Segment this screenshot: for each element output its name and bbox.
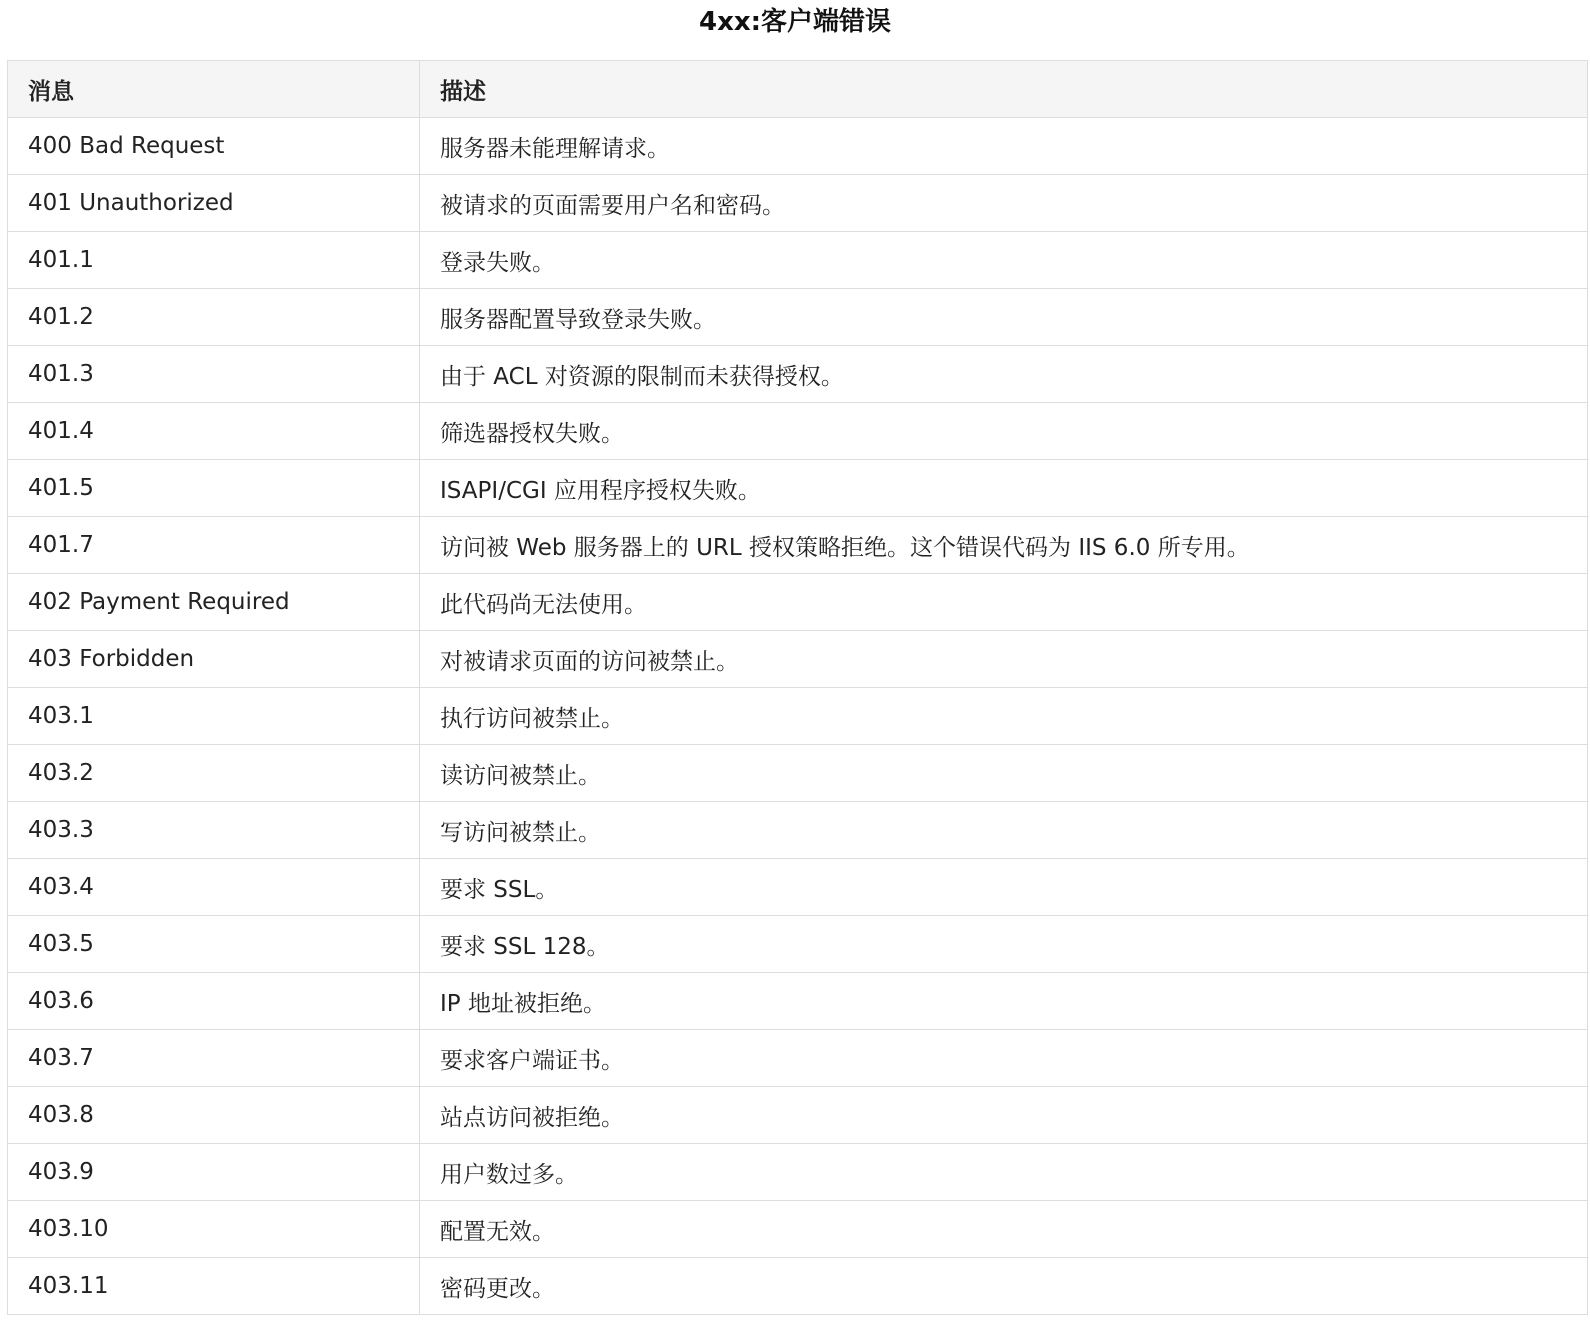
message-cell: 403.1 — [8, 688, 420, 745]
table-row — [8, 118, 1588, 175]
message-cell: 401.7 — [8, 517, 420, 574]
message-cell: 403.6 — [8, 973, 420, 1030]
description-cell: 登录失败。 — [420, 232, 1588, 289]
message-cell: 403.4 — [8, 859, 420, 916]
table-row — [8, 1030, 1588, 1087]
table-row — [8, 688, 1588, 745]
description-cell: 用户数过多。 — [420, 1144, 1588, 1201]
table-row — [8, 346, 1588, 403]
description-cell: 密码更改。 — [420, 1258, 1588, 1315]
column-header-description: 描述 — [420, 61, 1588, 118]
column-header-message: 消息 — [8, 61, 420, 118]
description-cell: 要求 SSL。 — [420, 859, 1588, 916]
description-cell: 由于 ACL 对资源的限制而未获得授权。 — [420, 346, 1588, 403]
table-row — [8, 859, 1588, 916]
description-cell: 配置无效。 — [420, 1201, 1588, 1258]
table-row — [8, 631, 1588, 688]
table-row — [8, 745, 1588, 802]
table-row — [8, 916, 1588, 973]
message-cell: 401.2 — [8, 289, 420, 346]
message-cell: 401 Unauthorized — [8, 175, 420, 232]
table-row — [8, 1144, 1588, 1201]
message-cell: 403.7 — [8, 1030, 420, 1087]
message-cell: 403.3 — [8, 802, 420, 859]
description-cell: 筛选器授权失败。 — [420, 403, 1588, 460]
message-cell: 403.8 — [8, 1087, 420, 1144]
description-cell: 对被请求页面的访问被禁止。 — [420, 631, 1588, 688]
description-cell: ISAPI/CGI 应用程序授权失败。 — [420, 460, 1588, 517]
message-cell: 403.10 — [8, 1201, 420, 1258]
status-code-table — [7, 60, 1588, 1315]
table-row — [8, 1258, 1588, 1315]
table-row — [8, 802, 1588, 859]
message-cell: 401.3 — [8, 346, 420, 403]
description-cell: 读访问被禁止。 — [420, 745, 1588, 802]
table-row — [8, 973, 1588, 1030]
message-cell: 400 Bad Request — [8, 118, 420, 175]
table-header-row — [8, 61, 1588, 118]
message-cell: 403 Forbidden — [8, 631, 420, 688]
description-cell: 服务器配置导致登录失败。 — [420, 289, 1588, 346]
description-cell: 要求客户端证书。 — [420, 1030, 1588, 1087]
description-cell: IP 地址被拒绝。 — [420, 973, 1588, 1030]
description-cell: 写访问被禁止。 — [420, 802, 1588, 859]
description-cell: 要求 SSL 128。 — [420, 916, 1588, 973]
message-cell: 403.2 — [8, 745, 420, 802]
page-title: 4xx:客户端错误 — [698, 7, 892, 37]
message-cell: 401.4 — [8, 403, 420, 460]
message-cell: 403.5 — [8, 916, 420, 973]
table-row — [8, 1087, 1588, 1144]
message-cell: 401.1 — [8, 232, 420, 289]
table-row — [8, 574, 1588, 631]
message-cell: 403.11 — [8, 1258, 420, 1315]
description-cell: 执行访问被禁止。 — [420, 688, 1588, 745]
table-row — [8, 232, 1588, 289]
description-cell: 被请求的页面需要用户名和密码。 — [420, 175, 1588, 232]
table-row — [8, 289, 1588, 346]
message-cell: 401.5 — [8, 460, 420, 517]
message-cell: 402 Payment Required — [8, 574, 420, 631]
description-cell: 此代码尚无法使用。 — [420, 574, 1588, 631]
message-cell: 403.9 — [8, 1144, 420, 1201]
table-row — [8, 460, 1588, 517]
table-row — [8, 1201, 1588, 1258]
description-cell: 访问被 Web 服务器上的 URL 授权策略拒绝。这个错误代码为 IIS 6.0 所专用。 — [420, 517, 1588, 574]
description-cell: 服务器未能理解请求。 — [420, 118, 1588, 175]
description-cell: 站点访问被拒绝。 — [420, 1087, 1588, 1144]
table-row — [8, 517, 1588, 574]
table-row — [8, 175, 1588, 232]
table-row — [8, 403, 1588, 460]
